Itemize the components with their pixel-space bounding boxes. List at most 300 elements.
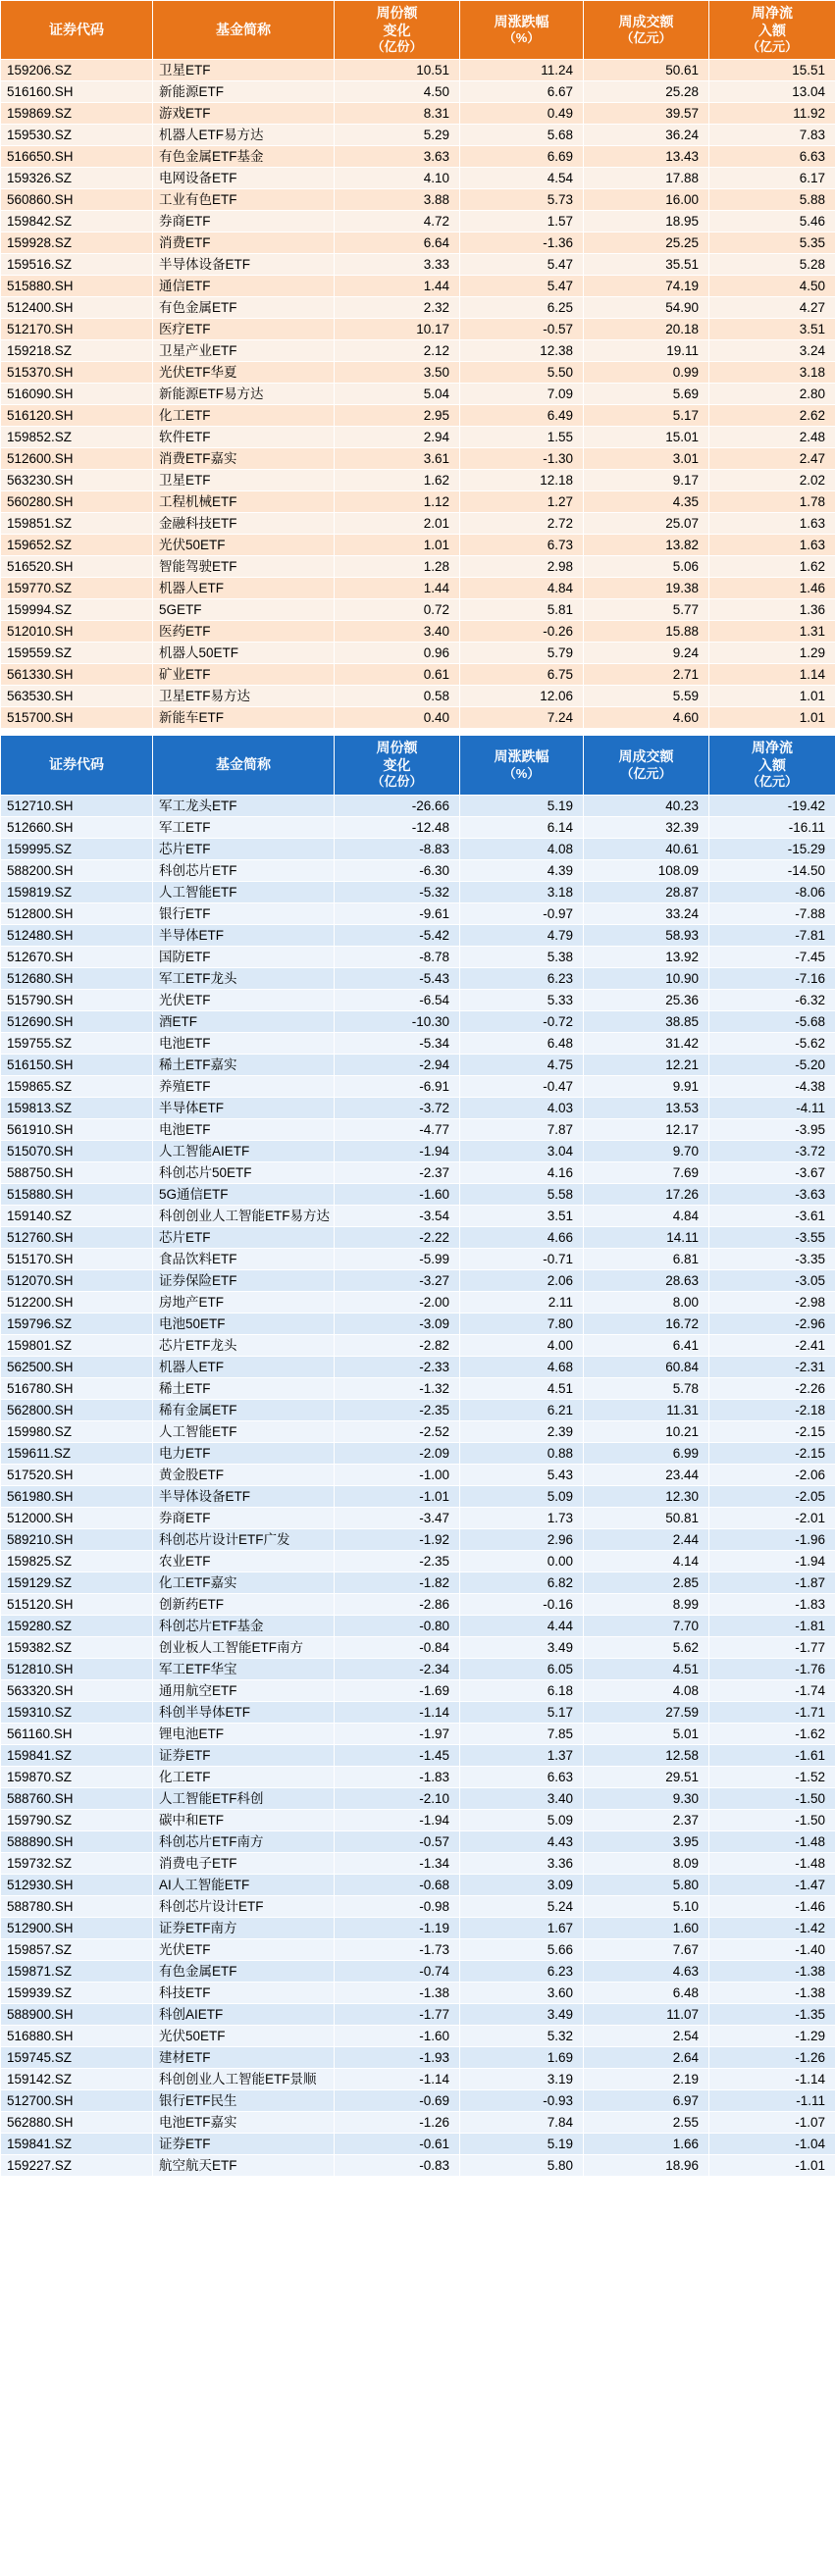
cell-net-inflow: -2.41: [709, 1334, 835, 1356]
cell-net-inflow: -2.98: [709, 1291, 835, 1313]
cell-share-change: 8.31: [335, 103, 460, 125]
table-row: [1, 1723, 835, 1744]
cell-code: 512930.SH: [1, 1874, 153, 1895]
cell-code: 512200.SH: [1, 1291, 153, 1313]
cell-net-inflow: -1.38: [709, 1960, 835, 1982]
table-row: [1, 1485, 835, 1507]
cell-code: 159939.SZ: [1, 1982, 153, 2003]
cell-share-change: 4.10: [335, 168, 460, 189]
cell-fund-name: 半导体设备ETF: [153, 1485, 335, 1507]
cell-code: 562500.SH: [1, 1356, 153, 1377]
table-row: [1, 535, 835, 556]
cell-change-pct: 5.19: [460, 795, 584, 816]
table-row: [1, 232, 835, 254]
table-row: [1, 103, 835, 125]
cell-turnover: 6.99: [584, 1442, 709, 1464]
cell-net-inflow: -5.68: [709, 1010, 835, 1032]
cell-turnover: 2.71: [584, 664, 709, 686]
cell-turnover: 27.59: [584, 1701, 709, 1723]
cell-fund-name: 工业有色ETF: [153, 189, 335, 211]
table-row: [1, 989, 835, 1010]
cell-code: 560280.SH: [1, 491, 153, 513]
cell-turnover: 5.17: [584, 405, 709, 427]
cell-share-change: -1.94: [335, 1140, 460, 1161]
cell-net-inflow: -1.76: [709, 1658, 835, 1679]
cell-share-change: -1.38: [335, 1982, 460, 2003]
cell-net-inflow: -4.38: [709, 1075, 835, 1097]
cell-net-inflow: 2.47: [709, 448, 835, 470]
cell-net-inflow: 1.63: [709, 513, 835, 535]
cell-fund-name: 稀土ETF嘉实: [153, 1054, 335, 1075]
cell-code: 516520.SH: [1, 556, 153, 578]
cell-turnover: 3.01: [584, 448, 709, 470]
cell-share-change: -1.26: [335, 2111, 460, 2133]
cell-net-inflow: 1.31: [709, 621, 835, 643]
cell-code: 515120.SH: [1, 1593, 153, 1615]
cell-fund-name: 电池ETF嘉实: [153, 2111, 335, 2133]
cell-turnover: 5.62: [584, 1636, 709, 1658]
cell-fund-name: 军工龙头ETF: [153, 795, 335, 816]
cell-change-pct: 6.63: [460, 1766, 584, 1787]
cell-net-inflow: -7.81: [709, 924, 835, 946]
cell-net-inflow: -1.47: [709, 1874, 835, 1895]
cell-fund-name: 证券ETF: [153, 1744, 335, 1766]
cell-share-change: 1.28: [335, 556, 460, 578]
cell-fund-name: 通用航空ETF: [153, 1679, 335, 1701]
cell-fund-name: 半导体ETF: [153, 924, 335, 946]
cell-change-pct: 6.05: [460, 1658, 584, 1679]
table-row: [1, 816, 835, 838]
cell-turnover: 10.21: [584, 1420, 709, 1442]
cell-share-change: -1.00: [335, 1464, 460, 1485]
table-row: [1, 1528, 835, 1550]
cell-change-pct: 1.73: [460, 1507, 584, 1528]
cell-code: 159280.SZ: [1, 1615, 153, 1636]
cell-turnover: 12.21: [584, 1054, 709, 1075]
cell-net-inflow: -2.15: [709, 1420, 835, 1442]
cell-net-inflow: 1.46: [709, 578, 835, 599]
cell-share-change: 1.62: [335, 470, 460, 491]
cell-change-pct: 6.69: [460, 146, 584, 168]
cell-turnover: 40.61: [584, 838, 709, 859]
cell-fund-name: 半导体设备ETF: [153, 254, 335, 276]
cell-change-pct: 5.17: [460, 1701, 584, 1723]
cell-code: 159530.SZ: [1, 125, 153, 146]
table-row: [1, 881, 835, 902]
cell-net-inflow: 3.18: [709, 362, 835, 384]
cell-turnover: 19.11: [584, 340, 709, 362]
cell-share-change: 2.94: [335, 427, 460, 448]
cell-code: 159142.SZ: [1, 2068, 153, 2089]
cell-change-pct: 2.96: [460, 1528, 584, 1550]
table-row: [1, 1334, 835, 1356]
table-row: [1, 924, 835, 946]
cell-fund-name: 房地产ETF: [153, 1291, 335, 1313]
cell-code: 561160.SH: [1, 1723, 153, 1744]
cell-change-pct: -0.93: [460, 2089, 584, 2111]
table-row: [1, 1550, 835, 1571]
table-row: [1, 340, 835, 362]
cell-net-inflow: -1.94: [709, 1550, 835, 1571]
cell-change-pct: 12.18: [460, 470, 584, 491]
table-row: [1, 621, 835, 643]
cell-fund-name: 化工ETF: [153, 1766, 335, 1787]
cell-fund-name: 证券ETF南方: [153, 1917, 335, 1938]
column-header-net-inflow: 周净流 入额 （亿元）: [709, 736, 835, 795]
cell-code: 159928.SZ: [1, 232, 153, 254]
net-outflow-table-body: [1, 795, 835, 2176]
cell-share-change: -12.48: [335, 816, 460, 838]
column-header-weekly-change-pct: 周涨跌幅 （%）: [460, 1, 584, 60]
cell-net-inflow: -1.48: [709, 1830, 835, 1852]
table-row: [1, 427, 835, 448]
cell-fund-name: 军工ETF: [153, 816, 335, 838]
table-row: [1, 578, 835, 599]
cell-turnover: 5.77: [584, 599, 709, 621]
cell-net-inflow: -1.29: [709, 2025, 835, 2046]
cell-fund-name: 碳中和ETF: [153, 1809, 335, 1830]
cell-code: 516880.SH: [1, 2025, 153, 2046]
cell-change-pct: 5.79: [460, 643, 584, 664]
cell-net-inflow: 1.62: [709, 556, 835, 578]
cell-net-inflow: 1.78: [709, 491, 835, 513]
cell-turnover: 4.14: [584, 1550, 709, 1571]
cell-fund-name: 创新药ETF: [153, 1593, 335, 1615]
cell-turnover: 3.95: [584, 1830, 709, 1852]
table-row: [1, 1636, 835, 1658]
cell-fund-name: 券商ETF: [153, 211, 335, 232]
cell-turnover: 28.87: [584, 881, 709, 902]
cell-code: 516780.SH: [1, 1377, 153, 1399]
cell-code: 159140.SZ: [1, 1205, 153, 1226]
cell-turnover: 54.90: [584, 297, 709, 319]
cell-turnover: 5.10: [584, 1895, 709, 1917]
cell-net-inflow: 1.29: [709, 643, 835, 664]
cell-fund-name: 电池ETF: [153, 1032, 335, 1054]
cell-net-inflow: -1.14: [709, 2068, 835, 2089]
cell-fund-name: 化工ETF: [153, 405, 335, 427]
cell-turnover: 20.18: [584, 319, 709, 340]
cell-change-pct: 6.73: [460, 535, 584, 556]
cell-share-change: -0.84: [335, 1636, 460, 1658]
cell-code: 515700.SH: [1, 707, 153, 729]
cell-net-inflow: -14.50: [709, 859, 835, 881]
cell-fund-name: 科创创业人工智能ETF景顺: [153, 2068, 335, 2089]
cell-net-inflow: 2.48: [709, 427, 835, 448]
cell-share-change: 5.04: [335, 384, 460, 405]
cell-net-inflow: -1.04: [709, 2133, 835, 2154]
cell-share-change: -2.10: [335, 1787, 460, 1809]
cell-turnover: 4.51: [584, 1658, 709, 1679]
cell-change-pct: 4.68: [460, 1356, 584, 1377]
cell-code: 515370.SH: [1, 362, 153, 384]
cell-share-change: -2.82: [335, 1334, 460, 1356]
cell-net-inflow: 5.35: [709, 232, 835, 254]
cell-share-change: -1.93: [335, 2046, 460, 2068]
cell-share-change: 1.44: [335, 276, 460, 297]
cell-change-pct: 1.55: [460, 427, 584, 448]
cell-turnover: 12.58: [584, 1744, 709, 1766]
table-row: [1, 1313, 835, 1334]
cell-net-inflow: -3.05: [709, 1269, 835, 1291]
cell-share-change: -1.83: [335, 1766, 460, 1787]
cell-change-pct: 1.27: [460, 491, 584, 513]
table-row: [1, 1420, 835, 1442]
table-row: [1, 189, 835, 211]
column-header-weekly-turnover: 周成交额 （亿元）: [584, 1, 709, 60]
cell-fund-name: 稀有金属ETF: [153, 1399, 335, 1420]
cell-change-pct: 3.36: [460, 1852, 584, 1874]
cell-fund-name: 食品饮料ETF: [153, 1248, 335, 1269]
header-row: [1, 736, 835, 795]
cell-share-change: -8.83: [335, 838, 460, 859]
cell-net-inflow: 1.01: [709, 686, 835, 707]
cell-share-change: -4.77: [335, 1118, 460, 1140]
table-row: [1, 838, 835, 859]
cell-net-inflow: -1.96: [709, 1528, 835, 1550]
cell-code: 563230.SH: [1, 470, 153, 491]
cell-net-inflow: 7.83: [709, 125, 835, 146]
cell-code: 588780.SH: [1, 1895, 153, 1917]
cell-share-change: -5.32: [335, 881, 460, 902]
cell-change-pct: 5.66: [460, 1938, 584, 1960]
cell-change-pct: 1.57: [460, 211, 584, 232]
cell-turnover: 15.88: [584, 621, 709, 643]
cell-net-inflow: -15.29: [709, 838, 835, 859]
cell-fund-name: 光伏ETF: [153, 989, 335, 1010]
cell-fund-name: 芯片ETF: [153, 1226, 335, 1248]
cell-net-inflow: 2.62: [709, 405, 835, 427]
cell-code: 562880.SH: [1, 2111, 153, 2133]
table-row: [1, 1852, 835, 1874]
cell-change-pct: 6.23: [460, 967, 584, 989]
cell-share-change: -0.57: [335, 1830, 460, 1852]
cell-change-pct: -0.26: [460, 621, 584, 643]
cell-fund-name: 消费电子ETF: [153, 1852, 335, 1874]
cell-fund-name: 机器人ETF: [153, 578, 335, 599]
cell-fund-name: 有色金属ETF基金: [153, 146, 335, 168]
cell-fund-name: 医药ETF: [153, 621, 335, 643]
cell-share-change: -1.60: [335, 2025, 460, 2046]
cell-code: 159980.SZ: [1, 1420, 153, 1442]
cell-fund-name: 酒ETF: [153, 1010, 335, 1032]
cell-net-inflow: -7.16: [709, 967, 835, 989]
table-row: [1, 1679, 835, 1701]
cell-change-pct: 5.43: [460, 1464, 584, 1485]
cell-code: 159995.SZ: [1, 838, 153, 859]
cell-code: 515880.SH: [1, 1183, 153, 1205]
cell-net-inflow: 1.63: [709, 535, 835, 556]
cell-code: 562800.SH: [1, 1399, 153, 1420]
table-row: [1, 2154, 835, 2176]
cell-share-change: 5.29: [335, 125, 460, 146]
cell-share-change: -0.61: [335, 2133, 460, 2154]
table-row: [1, 1960, 835, 1982]
cell-net-inflow: -2.26: [709, 1377, 835, 1399]
cell-fund-name: 建材ETF: [153, 2046, 335, 2068]
table-row: [1, 491, 835, 513]
table-row: [1, 1140, 835, 1161]
cell-turnover: 7.67: [584, 1938, 709, 1960]
cell-fund-name: 银行ETF: [153, 902, 335, 924]
cell-share-change: 4.72: [335, 211, 460, 232]
table-row: [1, 362, 835, 384]
cell-change-pct: -0.72: [460, 1010, 584, 1032]
cell-turnover: 12.30: [584, 1485, 709, 1507]
cell-fund-name: 科创芯片50ETF: [153, 1161, 335, 1183]
cell-share-change: -2.37: [335, 1161, 460, 1183]
cell-code: 512900.SH: [1, 1917, 153, 1938]
table-row: [1, 1010, 835, 1032]
cell-share-change: -8.78: [335, 946, 460, 967]
cell-code: 588900.SH: [1, 2003, 153, 2025]
cell-turnover: 2.37: [584, 1809, 709, 1830]
cell-turnover: 5.06: [584, 556, 709, 578]
cell-code: 560860.SH: [1, 189, 153, 211]
cell-change-pct: 6.21: [460, 1399, 584, 1420]
cell-turnover: 8.00: [584, 1291, 709, 1313]
cell-change-pct: 7.87: [460, 1118, 584, 1140]
cell-fund-name: 矿业ETF: [153, 664, 335, 686]
cell-fund-name: 养殖ETF: [153, 1075, 335, 1097]
cell-share-change: 0.58: [335, 686, 460, 707]
cell-share-change: 0.96: [335, 643, 460, 664]
cell-turnover: 58.93: [584, 924, 709, 946]
cell-turnover: 38.85: [584, 1010, 709, 1032]
cell-code: 159732.SZ: [1, 1852, 153, 1874]
column-header-fund-name: 基金简称: [153, 1, 335, 60]
table-row: [1, 1183, 835, 1205]
cell-fund-name: 智能驾驶ETF: [153, 556, 335, 578]
cell-fund-name: 科创芯片设计ETF: [153, 1895, 335, 1917]
cell-share-change: -2.22: [335, 1226, 460, 1248]
cell-turnover: 74.19: [584, 276, 709, 297]
cell-fund-name: 光伏50ETF: [153, 535, 335, 556]
cell-change-pct: 5.47: [460, 254, 584, 276]
cell-share-change: -9.61: [335, 902, 460, 924]
cell-share-change: -0.98: [335, 1895, 460, 1917]
table-row: [1, 1464, 835, 1485]
table-row: [1, 967, 835, 989]
cell-turnover: 17.88: [584, 168, 709, 189]
cell-net-inflow: -4.11: [709, 1097, 835, 1118]
cell-share-change: -10.30: [335, 1010, 460, 1032]
cell-change-pct: 7.85: [460, 1723, 584, 1744]
cell-turnover: 14.11: [584, 1226, 709, 1248]
cell-fund-name: 国防ETF: [153, 946, 335, 967]
cell-code: 159227.SZ: [1, 2154, 153, 2176]
cell-fund-name: 科创创业人工智能ETF易方达: [153, 1205, 335, 1226]
cell-code: 515170.SH: [1, 1248, 153, 1269]
cell-net-inflow: 1.36: [709, 599, 835, 621]
cell-change-pct: 2.11: [460, 1291, 584, 1313]
table-row: [1, 1571, 835, 1593]
cell-net-inflow: 4.27: [709, 297, 835, 319]
table-row: [1, 686, 835, 707]
cell-net-inflow: -16.11: [709, 816, 835, 838]
net-outflow-table-header: [1, 736, 835, 795]
cell-fund-name: 游戏ETF: [153, 103, 335, 125]
column-header-share-change: 周份额 变化 （亿份）: [335, 1, 460, 60]
table-row: [1, 1226, 835, 1248]
cell-fund-name: 新能源ETF易方达: [153, 384, 335, 405]
cell-change-pct: 4.66: [460, 1226, 584, 1248]
cell-turnover: 18.96: [584, 2154, 709, 2176]
cell-net-inflow: -1.38: [709, 1982, 835, 2003]
cell-change-pct: 0.88: [460, 1442, 584, 1464]
cell-share-change: 2.32: [335, 297, 460, 319]
table-row: [1, 297, 835, 319]
cell-code: 517520.SH: [1, 1464, 153, 1485]
cell-net-inflow: 5.88: [709, 189, 835, 211]
cell-share-change: -0.83: [335, 2154, 460, 2176]
cell-net-inflow: -1.71: [709, 1701, 835, 1723]
cell-share-change: 3.88: [335, 189, 460, 211]
cell-share-change: 4.50: [335, 81, 460, 103]
cell-turnover: 23.44: [584, 1464, 709, 1485]
cell-turnover: 0.99: [584, 362, 709, 384]
cell-fund-name: 卫星ETF: [153, 470, 335, 491]
cell-turnover: 5.80: [584, 1874, 709, 1895]
cell-fund-name: 新能源ETF: [153, 81, 335, 103]
cell-fund-name: 机器人50ETF: [153, 643, 335, 664]
table-row: [1, 1658, 835, 1679]
cell-turnover: 18.95: [584, 211, 709, 232]
cell-change-pct: -0.71: [460, 1248, 584, 1269]
cell-net-inflow: 13.04: [709, 81, 835, 103]
cell-net-inflow: -1.62: [709, 1723, 835, 1744]
cell-share-change: -5.42: [335, 924, 460, 946]
cell-net-inflow: -8.06: [709, 881, 835, 902]
cell-code: 159825.SZ: [1, 1550, 153, 1571]
cell-share-change: -5.99: [335, 1248, 460, 1269]
cell-net-inflow: -2.01: [709, 1507, 835, 1528]
cell-change-pct: -0.16: [460, 1593, 584, 1615]
table-row: [1, 2046, 835, 2068]
cell-share-change: 3.33: [335, 254, 460, 276]
cell-code: 512800.SH: [1, 902, 153, 924]
cell-code: 515880.SH: [1, 276, 153, 297]
cell-change-pct: 0.00: [460, 1550, 584, 1571]
cell-fund-name: 人工智能ETF: [153, 1420, 335, 1442]
cell-share-change: -6.91: [335, 1075, 460, 1097]
cell-change-pct: 4.43: [460, 1830, 584, 1852]
table-row: [1, 1830, 835, 1852]
cell-turnover: 60.84: [584, 1356, 709, 1377]
cell-code: 512760.SH: [1, 1226, 153, 1248]
table-row: [1, 319, 835, 340]
net-inflow-table-header: [1, 1, 835, 60]
table-row: [1, 276, 835, 297]
cell-fund-name: 锂电池ETF: [153, 1723, 335, 1744]
cell-turnover: 25.36: [584, 989, 709, 1010]
column-header-weekly-change-pct: 周涨跌幅 （%）: [460, 736, 584, 795]
table-row: [1, 902, 835, 924]
cell-share-change: -2.09: [335, 1442, 460, 1464]
cell-change-pct: 3.49: [460, 1636, 584, 1658]
cell-fund-name: 化工ETF嘉实: [153, 1571, 335, 1593]
cell-fund-name: 通信ETF: [153, 276, 335, 297]
cell-change-pct: 5.80: [460, 2154, 584, 2176]
cell-change-pct: 7.84: [460, 2111, 584, 2133]
cell-change-pct: 6.18: [460, 1679, 584, 1701]
table-row: [1, 859, 835, 881]
table-row: [1, 1787, 835, 1809]
cell-turnover: 50.61: [584, 60, 709, 81]
cell-turnover: 13.92: [584, 946, 709, 967]
cell-net-inflow: -2.06: [709, 1464, 835, 1485]
cell-change-pct: 5.19: [460, 2133, 584, 2154]
